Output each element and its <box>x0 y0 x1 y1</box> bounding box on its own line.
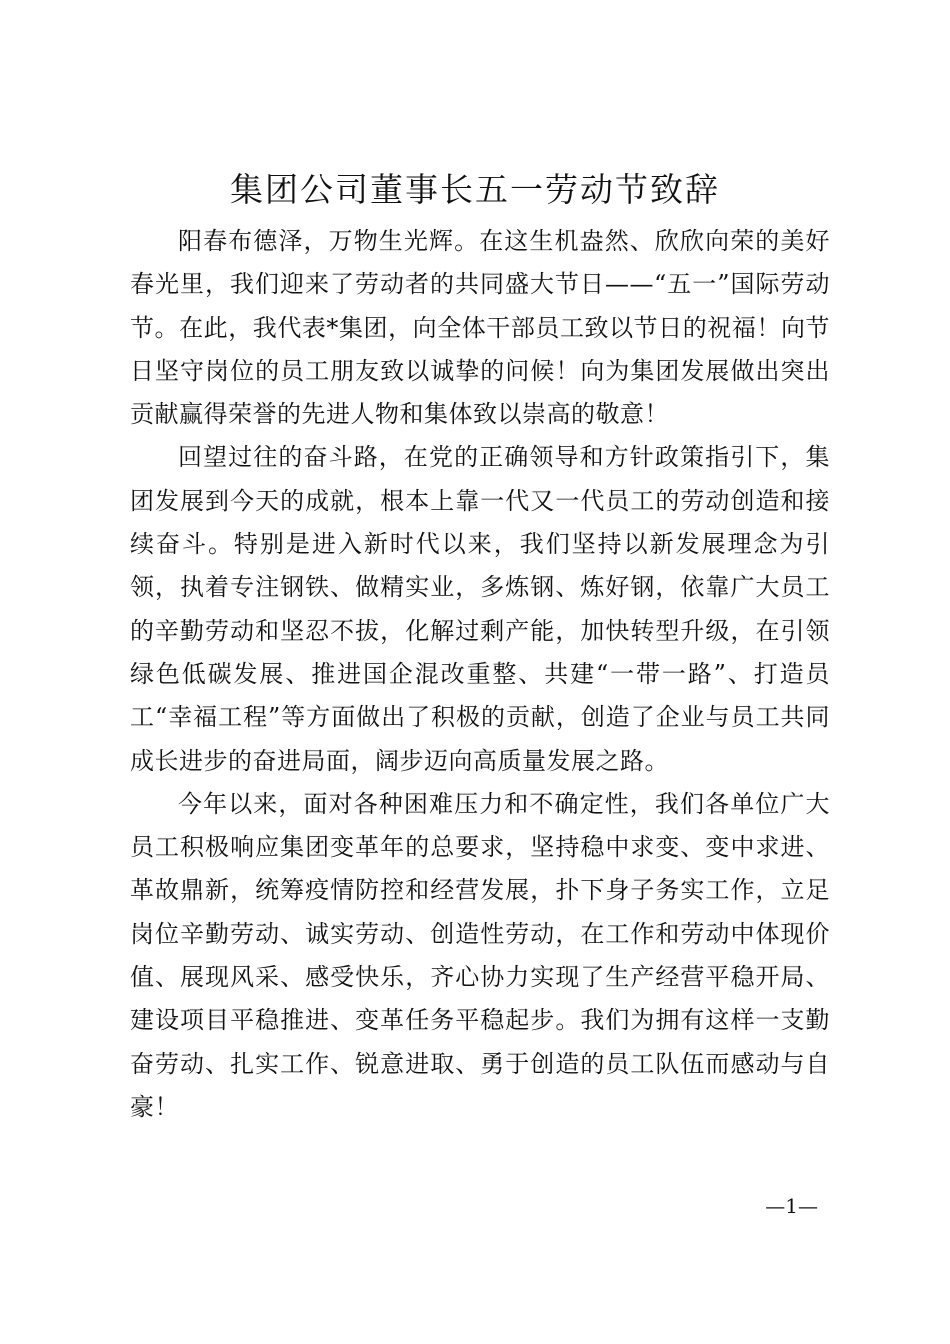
paragraph-this-year: 今年以来，面对各种困难压力和不确定性，我们各单位广大员工积极响应集团变革年的总要求，坚持稳中求变、变中求进、革故鼎新，统筹疫情防控和经营发展，扑下身子务实工作，立足岗位辛勤劳动、诚实劳动、创造性劳动，在工作和劳动中体现价值、展现风采、感受快乐，齐心协力实现了生产经营平稳开局、建设项目平稳推进、变革任务平稳起步。我们为拥有这样一支勤奋劳动、扎实工作、锐意进取、勇于创造的员工队伍而感动与自豪！ <box>130 789 830 1121</box>
paragraph-review: 回望过往的奋斗路，在党的正确领导和方针政策指引下，集团发展到今天的成就，根本上靠一代又一代员工的劳动创造和接续奋斗。特别是进入新时代以来，我们坚持以新发展理念为引领，执着专注钢铁、做精实业，多炼钢、炼好钢，依靠广大员工的辛勤劳动和坚忍不拔，化解过剩产能，加快转型升级，在引领绿色低碳发展、推进国企混改重整、共建“一带一路”、打造员工“幸福工程”等方面做出了积极的贡献，创造了企业与员工共同成长进步的奋进局面，阔步迈向高质量发展之路。 <box>130 443 830 775</box>
document-title: 集团公司董事长五一劳动节致辞 <box>230 170 720 209</box>
document-body <box>130 220 830 1129</box>
page-number: —1— <box>765 1194 818 1218</box>
paragraph-greeting: 阳春布德泽，万物生光辉。在这生机盎然、欣欣向荣的美好春光里，我们迎来了劳动者的共同盛大节日——“五一”国际劳动节。在此，我代表*集团，向全体干部员工致以节日的祝福！向节日坚守岗位的员工朋友致以诚挚的问候！向为集团发展做出突出贡献赢得荣誉的先进人物和集体致以崇高的敬意！ <box>130 227 830 429</box>
